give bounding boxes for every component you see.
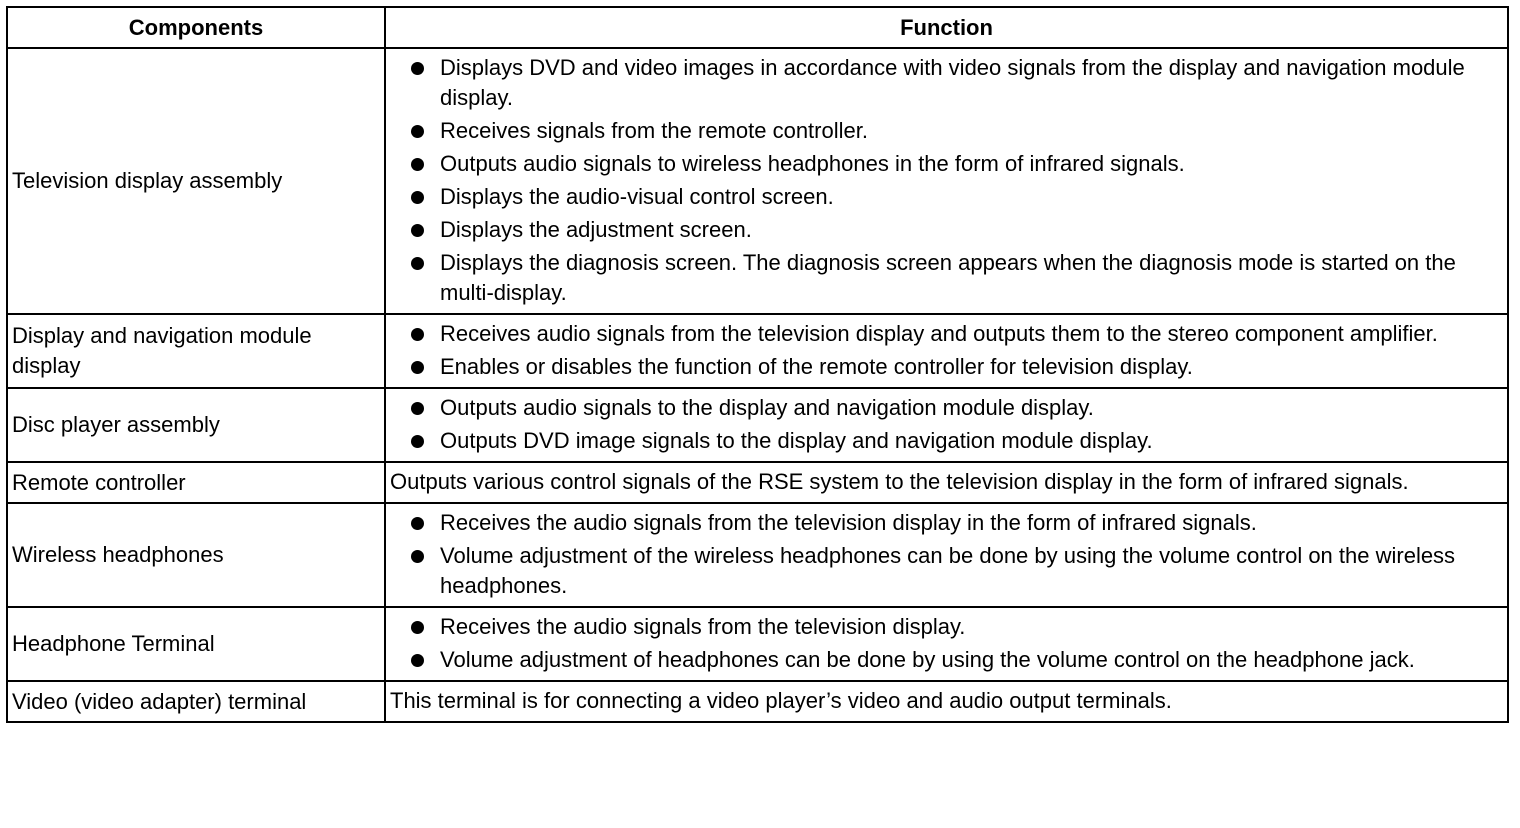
list-item — [390, 215, 1503, 245]
component-cell: Remote controller — [7, 462, 385, 503]
list-item — [390, 149, 1503, 179]
list-item — [390, 508, 1503, 538]
bullet-icon — [411, 361, 424, 374]
header-components: Components — [7, 7, 385, 48]
table-row — [7, 681, 1508, 722]
bullet-icon — [411, 257, 424, 270]
bullet-icon — [411, 125, 424, 138]
header-function: Function — [385, 7, 1508, 48]
list-item — [390, 182, 1503, 212]
bullet-icon — [411, 654, 424, 667]
bullet-icon — [411, 402, 424, 415]
list-item — [390, 645, 1503, 675]
function-list — [390, 53, 1503, 308]
function-list — [390, 508, 1503, 601]
bullet-icon — [411, 224, 424, 237]
table-row — [7, 314, 1508, 388]
component-cell: Headphone Terminal — [7, 607, 385, 681]
bullet-text: Displays the diagnosis screen. The diagnosis screen appears when the diagnosis mode is started on the multi-display. — [440, 250, 1456, 305]
function-list — [390, 393, 1503, 456]
component-cell: Disc player assembly — [7, 388, 385, 462]
bullet-icon — [411, 621, 424, 634]
bullet-icon — [411, 550, 424, 563]
function-cell — [385, 388, 1508, 462]
bullet-text: Volume adjustment of headphones can be done by using the volume control on the headphone jack. — [440, 647, 1415, 672]
table-row — [7, 48, 1508, 314]
table-row — [7, 462, 1508, 503]
components-function-table — [6, 6, 1509, 723]
component-cell: Display and navigation module display — [7, 314, 385, 388]
bullet-icon — [411, 517, 424, 530]
function-cell — [385, 48, 1508, 314]
component-cell: Wireless headphones — [7, 503, 385, 607]
list-item — [390, 541, 1503, 601]
header-row — [7, 7, 1508, 48]
function-cell — [385, 462, 1508, 503]
function-text: Outputs various control signals of the RSE system to the television display in the form of infrared signals. — [390, 469, 1409, 494]
bullet-text: Receives the audio signals from the television display. — [440, 614, 966, 639]
bullet-text: Outputs DVD image signals to the display and navigation module display. — [440, 428, 1153, 453]
function-cell — [385, 314, 1508, 388]
bullet-icon — [411, 62, 424, 75]
bullet-text: Outputs audio signals to wireless headphones in the form of infrared signals. — [440, 151, 1185, 176]
bullet-icon — [411, 328, 424, 341]
list-item — [390, 352, 1503, 382]
bullet-icon — [411, 435, 424, 448]
bullet-text: Receives the audio signals from the television display in the form of infrared signals. — [440, 510, 1257, 535]
bullet-text: Displays the adjustment screen. — [440, 217, 752, 242]
table-row — [7, 503, 1508, 607]
function-text: This terminal is for connecting a video player’s video and audio output terminals. — [390, 688, 1172, 713]
bullet-text: Volume adjustment of the wireless headphones can be done by using the volume control on the wireless headphones. — [440, 543, 1456, 598]
function-cell — [385, 503, 1508, 607]
bullet-text: Receives audio signals from the television display and outputs them to the stereo component amplifier. — [440, 321, 1438, 346]
bullet-text: Outputs audio signals to the display and navigation module display. — [440, 395, 1094, 420]
bullet-text: Displays DVD and video images in accordance with video signals from the display and navigation module display. — [440, 55, 1465, 110]
list-item — [390, 116, 1503, 146]
list-item — [390, 53, 1503, 113]
list-item — [390, 319, 1503, 349]
function-list — [390, 612, 1503, 675]
function-list — [390, 319, 1503, 382]
list-item — [390, 393, 1503, 423]
table-row — [7, 388, 1508, 462]
component-cell: Television display assembly — [7, 48, 385, 314]
function-cell — [385, 607, 1508, 681]
bullet-text: Receives signals from the remote controller. — [440, 118, 868, 143]
list-item — [390, 248, 1503, 308]
bullet-icon — [411, 158, 424, 171]
table-row — [7, 607, 1508, 681]
component-cell: Video (video adapter) terminal — [7, 681, 385, 722]
bullet-text: Displays the audio-visual control screen. — [440, 184, 834, 209]
list-item — [390, 612, 1503, 642]
bullet-icon — [411, 191, 424, 204]
list-item — [390, 426, 1503, 456]
function-cell — [385, 681, 1508, 722]
bullet-text: Enables or disables the function of the remote controller for television display. — [440, 354, 1193, 379]
